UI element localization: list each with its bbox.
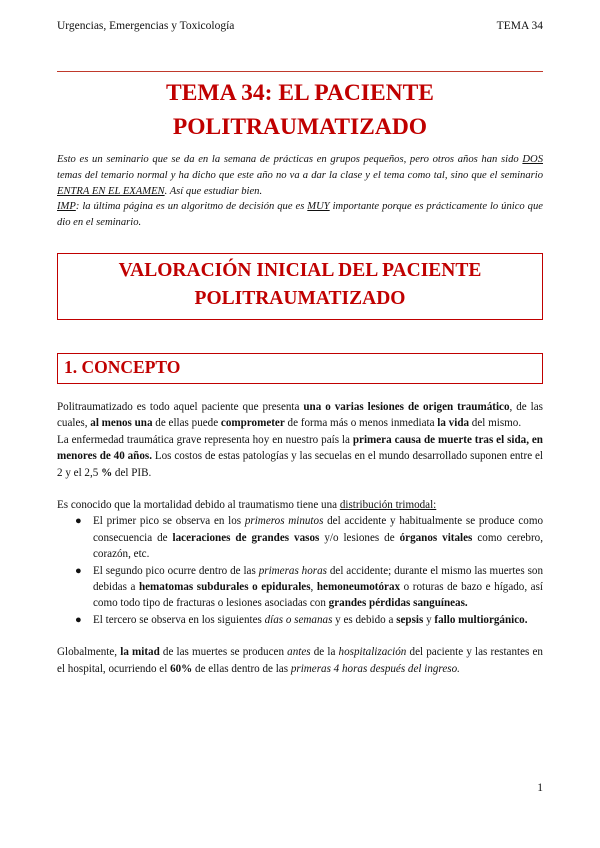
page-number: 1 (537, 782, 543, 794)
header-divider (57, 71, 543, 72)
subsection-heading: 1. CONCEPTO (64, 357, 181, 377)
bullet-icon: ● (75, 515, 82, 528)
mortality-peaks-list (57, 513, 543, 628)
page-title-line-1: TEMA 34: EL PACIENTE (166, 80, 434, 106)
intro-note (57, 152, 543, 231)
concept-body (57, 399, 543, 677)
running-header-right: TEMA 34 (496, 20, 543, 32)
bullet-icon: ● (75, 564, 82, 577)
section-heading (57, 257, 543, 313)
concept-paragraph-1: Politraumatizado es todo aquel paciente que presenta una o varias lesiones de origen traumático, de las cuales, al menos una de ellas puede comprometer de forma más o menos inmediata la vida del mismo. (57, 401, 543, 430)
page-title-line-2: POLITRAUMATIZADO (172, 114, 428, 140)
intro-paragraph-2: IMP: la última página es un algoritmo de decisión que es MUY importante porque es prácticamente lo único que dio en el seminario. (57, 201, 543, 229)
list-item: ● El segundo pico ocurre dentro de las primeras horas del accidente; durante el mismo las muertes son debidas a hematomas subdurales o epidurales, hemoneumotórax o roturas de bazo e hígado, así como todo tipo de fracturas o lesiones asociadas con grandes pérdidas sanguíneas. (75, 564, 544, 610)
running-header-left: Urgencias, Emergencias y Toxicología (57, 20, 235, 32)
list-item: ● El tercero se observa en los siguientes días o semanas y es debido a sepsis y fallo multiorgánico. (57, 612, 543, 628)
section-heading-line-1: VALORACIÓN INICIAL DEL PACIENTE (118, 260, 482, 281)
page-title (57, 76, 543, 144)
list-item: ● El primer pico se observa en los primeros minutos del accidente y habitualmente se produce como consecuencia de laceraciones de grandes vasos y/o lesiones de órganos vitales como cerebro, corazón, etc. (75, 515, 543, 561)
concept-paragraph-2: La enfermedad traumática grave representa hoy en nuestro país la primera causa de muerte tras el sida, en menores de 40 años. Los costos de estas patologías y las secuelas en el mundo desarrollado suponen entre el 2 y el 2,5 % del PIB. (57, 433, 544, 479)
concept-paragraph-3: Es conocido que la mortalidad debido al traumatismo tiene una distribución trimodal: (57, 499, 437, 512)
bullet-icon: ● (75, 613, 82, 626)
section-heading-line-2: POLITRAUMATIZADO (194, 288, 406, 309)
intro-paragraph-1: Esto es un seminario que se da en la semana de prácticas en grupos pequeños, pero otros años han sido DOS temas del temario normal y ha dicho que este año no va a dar la clase y el tema como tal, sino que el seminario ENTRA EN EL EXAMEN. Así que estudiar bien. (57, 154, 543, 197)
concept-paragraph-4: Globalmente, la mitad de las muertes se producen antes de la hospitalización del paciente y las restantes en el hospital, ocurriendo el 60% de ellas dentro de las primeras 4 horas después del ingreso. (57, 646, 543, 675)
